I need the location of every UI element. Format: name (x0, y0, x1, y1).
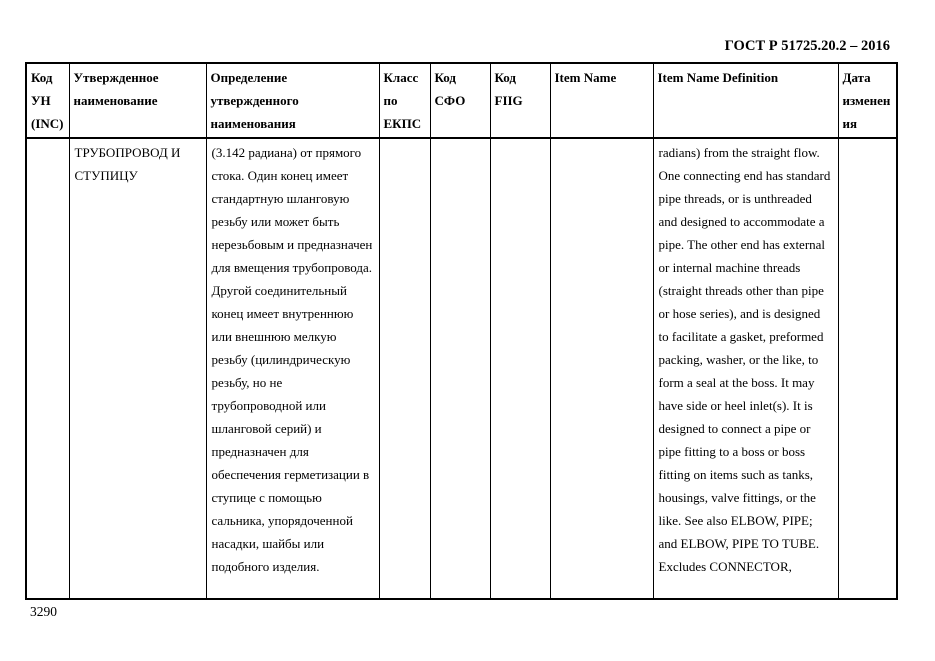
document-title: ГОСТ Р 51725.20.2 – 2016 (724, 38, 890, 54)
cell-item-name (550, 138, 653, 599)
spec-table (25, 62, 898, 600)
header-cell-fiig-code: Код FIIG (490, 63, 550, 138)
cell-ekps-class (379, 138, 430, 599)
header-cell-item-name: Item Name (550, 63, 653, 138)
cell-inc-code (26, 138, 69, 599)
header-cell-approved-name: Утвержденное наименование (69, 63, 206, 138)
header-row (26, 63, 897, 138)
cell-fiig-code (490, 138, 550, 599)
page-number: 3290 (30, 604, 57, 619)
cell-approved-name: ТРУБОПРОВОД И СТУПИЦУ (69, 138, 206, 599)
cell-item-name-definition: radians) from the straight flow. One connecting end has standard pipe threads, or is unthreaded and designed to accommodate a pipe. The other end has external or internal machine threads (straight threads other than pipe or hose series), and is designed to facilitate a gasket, preformed packing, washer, or the like, to form a seal at the boss. It may have side or heel inlet(s). It is designed to connect a pipe or pipe fitting to a boss or boss fitting on items such as tanks, housings, valve fittings, or the like. See also ELBOW, PIPE; and ELBOW, PIPE TO TUBE. Excludes CONNECTOR, (653, 138, 838, 599)
table-body (26, 138, 897, 599)
header-cell-item-name-definition: Item Name Definition (653, 63, 838, 138)
header-cell-inc-code: Код УН (INC) (26, 63, 69, 138)
header-cell-sfo-code: Код СФО (430, 63, 490, 138)
cell-change-date (838, 138, 897, 599)
header-cell-ekps-class: Класс по ЕКПС (379, 63, 430, 138)
header-cell-change-date: Дата изменения (838, 63, 897, 138)
cell-approved-name-definition: (3.142 радиана) от прямого стока. Один конец имеет стандартную шланговую резьбу или может быть нерезьбовым и предназначен для вмещения трубопровода. Другой соединительный конец имеет внутреннюю или внешнюю мелкую резьбу (цилиндрическую резьбу, но не трубопроводной или шланговой серий) и предназначен для обеспечения герметизации в ступице с помощью сальника, упорядоченной насадки, шайбы или подобного изделия. (206, 138, 379, 599)
table-header (26, 63, 897, 138)
cell-sfo-code (430, 138, 490, 599)
header-cell-approved-name-definition: Определение утвержденного наименования (206, 63, 379, 138)
table-row (26, 138, 897, 599)
